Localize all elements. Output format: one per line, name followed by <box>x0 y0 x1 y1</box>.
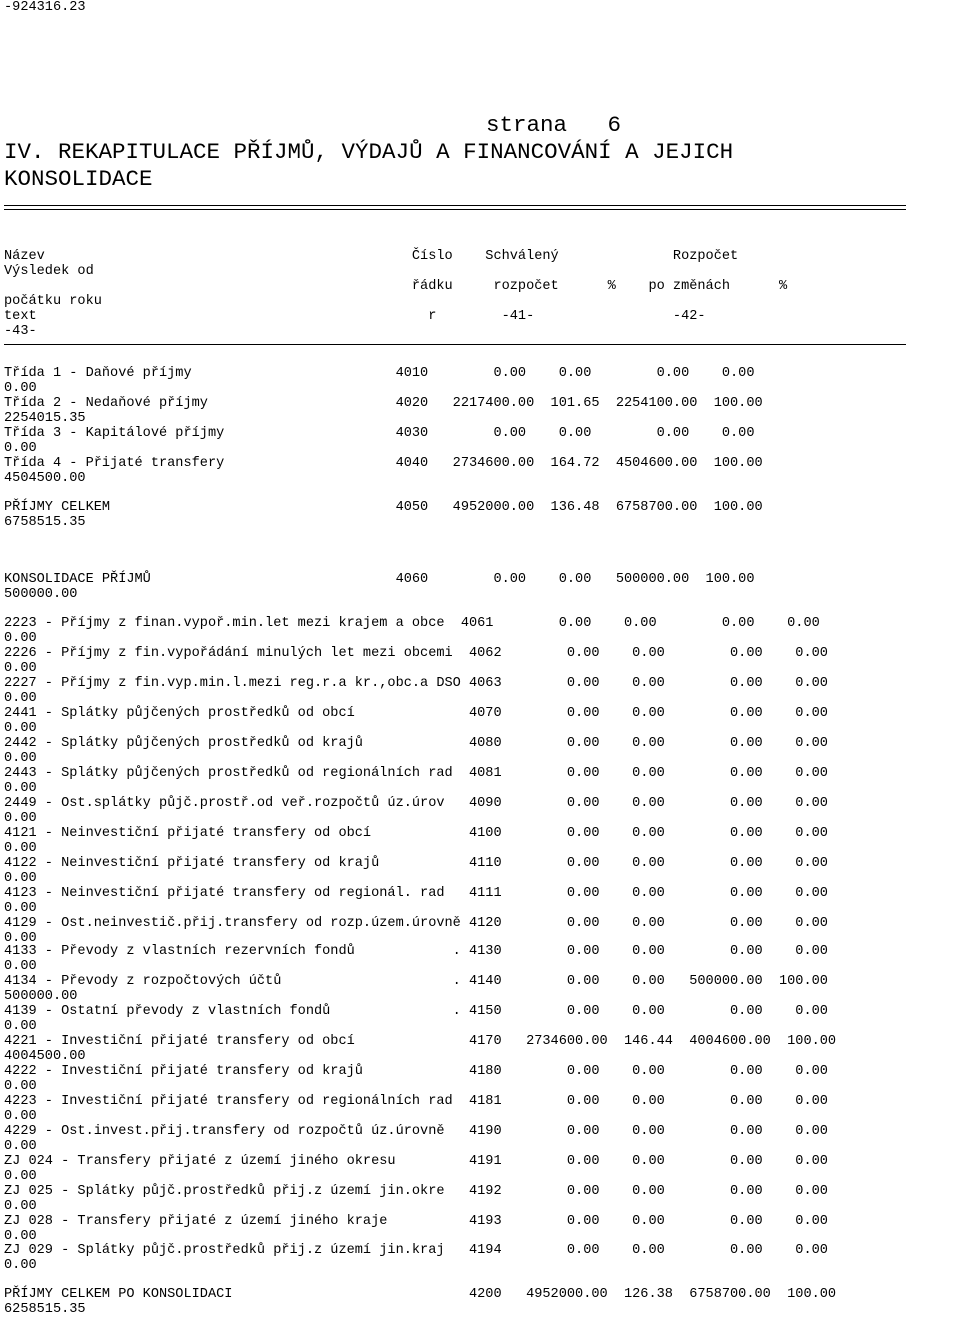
table-row: 2442 - Splátky půjčených prostředků od krajů 4080 0.00 0.00 0.00 0.00 <box>4 736 828 751</box>
row-result-value: 0.00 <box>4 751 37 766</box>
table-row: 2443 - Splátky půjčených prostředků od regionálních rad 4081 0.00 0.00 0.00 0.00 <box>4 766 828 781</box>
row-result-value: 2254015.35 <box>4 411 86 426</box>
row-result-value: 0.00 <box>4 1079 37 1094</box>
table-row: ZJ 029 - Splátky půjč.prostředků přij.z území jin.kraj 4194 0.00 0.00 0.00 0.00 <box>4 1243 828 1258</box>
table-row: 4139 - Ostatní převody z vlastních fondů . 4150 0.00 0.00 0.00 0.00 <box>4 1004 828 1019</box>
top-number: -924316.23 <box>4 0 86 15</box>
table-row: 4133 - Převody z vlastních rezervních fondů . 4130 0.00 0.00 0.00 0.00 <box>4 944 828 959</box>
header-top-rule-2 <box>4 209 906 210</box>
table-row: ZJ 028 - Transfery přijaté z území jiného kraje 4193 0.00 0.00 0.00 0.00 <box>4 1214 828 1229</box>
row-result-value: 0.00 <box>4 381 37 396</box>
row-result-value: 0.00 <box>4 441 37 456</box>
page-number: strana 6 <box>486 112 622 138</box>
row-result-value: 0.00 <box>4 691 37 706</box>
table-row: ZJ 025 - Splátky půjč.prostředků přij.z území jin.okre 4192 0.00 0.00 0.00 0.00 <box>4 1184 828 1199</box>
row-result-value: 0.00 <box>4 661 37 676</box>
header-line-text: text r -41- -42- <box>4 309 706 324</box>
row-result-value: 500000.00 <box>4 587 78 602</box>
page-title: IV. REKAPITULACE PŘÍJMŮ, VÝDAJŮ A FINANCOVÁNÍ A JEJICH <box>4 139 734 165</box>
table-row: 4123 - Neinvestiční přijaté transfery od regionál. rad 4111 0.00 0.00 0.00 0.00 <box>4 886 828 901</box>
row-result-value: 0.00 <box>4 1199 37 1214</box>
row-result-value: 0.00 <box>4 631 37 646</box>
row-result-value: 0.00 <box>4 1169 37 1184</box>
table-row: PŘÍJMY CELKEM PO KONSOLIDACI 4200 4952000.00 126.38 6758700.00 100.00 <box>4 1287 837 1302</box>
table-row: 4129 - Ost.neinvestič.přij.transfery od rozp.územ.úrovně 4120 0.00 0.00 0.00 0.00 <box>4 916 828 931</box>
row-result-value: 0.00 <box>4 931 37 946</box>
header-line-start: počátku roku <box>4 294 102 309</box>
header-line-row: řádku rozpočet % po změnách % <box>4 279 788 294</box>
table-row: 4221 - Investiční přijaté transfery od obcí 4170 2734600.00 146.44 4004600.00 100.00 <box>4 1034 837 1049</box>
row-result-value: 0.00 <box>4 721 37 736</box>
row-result-value: 0.00 <box>4 781 37 796</box>
row-result-value: 0.00 <box>4 871 37 886</box>
table-row: 2226 - Příjmy z fin.vypořádání minulých let mezi obcemi 4062 0.00 0.00 0.00 0.00 <box>4 646 828 661</box>
row-result-value: 0.00 <box>4 959 37 974</box>
row-result-value: 0.00 <box>4 1258 37 1273</box>
table-row: 2227 - Příjmy z fin.vyp.min.l.mezi reg.r.a kr.,obc.a DSO 4063 0.00 0.00 0.00 0.00 <box>4 676 828 691</box>
row-result-value: 0.00 <box>4 1229 37 1244</box>
row-result-value: 4504500.00 <box>4 471 86 486</box>
table-row: 4121 - Neinvestiční přijaté transfery od obcí 4100 0.00 0.00 0.00 0.00 <box>4 826 828 841</box>
row-result-value: 0.00 <box>4 1019 37 1034</box>
row-result-value: 0.00 <box>4 1139 37 1154</box>
table-row: PŘÍJMY CELKEM 4050 4952000.00 136.48 6758700.00 100.00 <box>4 500 763 515</box>
header-top-rule <box>4 205 906 206</box>
table-row: 2441 - Splátky půjčených prostředků od obcí 4070 0.00 0.00 0.00 0.00 <box>4 706 828 721</box>
header-line-result: Výsledek od <box>4 264 94 279</box>
table-row: 4223 - Investiční přijaté transfery od regionálních rad 4181 0.00 0.00 0.00 0.00 <box>4 1094 828 1109</box>
header-bottom-rule <box>4 344 906 345</box>
table-row: 4222 - Investiční přijaté transfery od krajů 4180 0.00 0.00 0.00 0.00 <box>4 1064 828 1079</box>
table-row: 2449 - Ost.splátky půjč.prostř.od veř.rozpočtů úz.úrov 4090 0.00 0.00 0.00 0.00 <box>4 796 828 811</box>
table-row: Třída 4 - Přijaté transfery 4040 2734600.00 164.72 4504600.00 100.00 <box>4 456 763 471</box>
row-result-value: 0.00 <box>4 1109 37 1124</box>
table-row: Třída 1 - Daňové příjmy 4010 0.00 0.00 0.00 0.00 <box>4 366 755 381</box>
table-row: 4229 - Ost.invest.přij.transfery od rozpočtů úz.úrovně 4190 0.00 0.00 0.00 0.00 <box>4 1124 828 1139</box>
table-row: ZJ 024 - Transfery přijaté z území jiného okresu 4191 0.00 0.00 0.00 0.00 <box>4 1154 828 1169</box>
header-line-col43: -43- <box>4 324 37 339</box>
page-title-continuation: KONSOLIDACE <box>4 166 153 192</box>
table-row: 2223 - Příjmy z finan.vypoř.min.let mezi krajem a obce 4061 0.00 0.00 0.00 0.00 <box>4 616 820 631</box>
row-result-value: 6758515.35 <box>4 515 86 530</box>
row-result-value: 6258515.35 <box>4 1302 86 1317</box>
row-result-value: 500000.00 <box>4 989 78 1004</box>
table-row: KONSOLIDACE PŘÍJMŮ 4060 0.00 0.00 500000.00 100.00 <box>4 572 755 587</box>
row-result-value: 0.00 <box>4 901 37 916</box>
row-result-value: 4004500.00 <box>4 1049 86 1064</box>
table-row: 4122 - Neinvestiční přijaté transfery od krajů 4110 0.00 0.00 0.00 0.00 <box>4 856 828 871</box>
table-row: Třída 2 - Nedaňové příjmy 4020 2217400.00 101.65 2254100.00 100.00 <box>4 396 763 411</box>
table-row: 4134 - Převody z rozpočtových účtů . 4140 0.00 0.00 500000.00 100.00 <box>4 974 828 989</box>
row-result-value: 0.00 <box>4 811 37 826</box>
row-result-value: 0.00 <box>4 841 37 856</box>
header-line-name: Název Číslo Schválený Rozpočet <box>4 249 739 264</box>
table-row: Třída 3 - Kapitálové příjmy 4030 0.00 0.00 0.00 0.00 <box>4 426 755 441</box>
